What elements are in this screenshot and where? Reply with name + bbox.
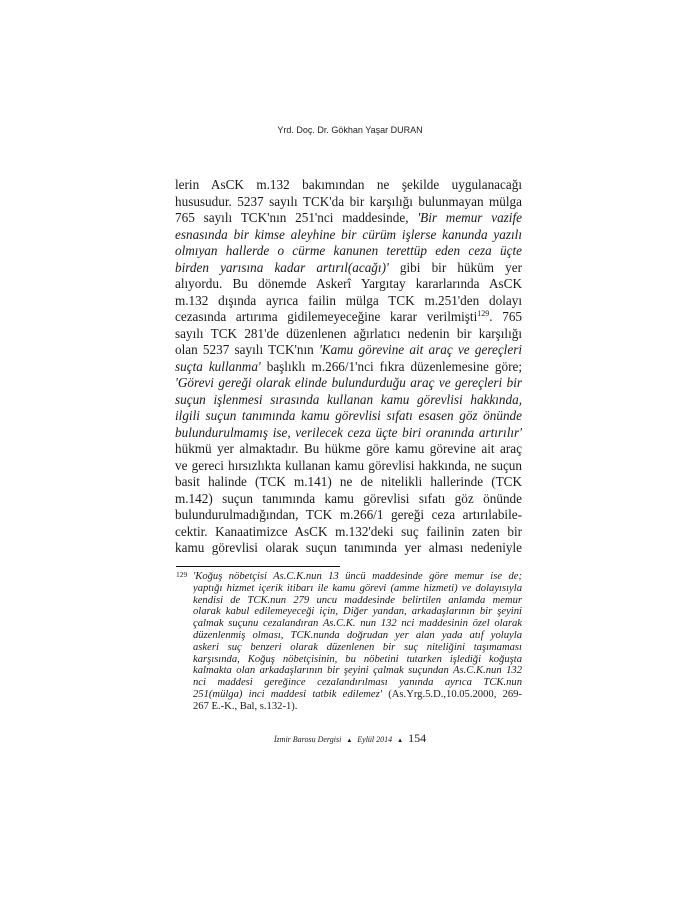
text-segment: esnasında bir kimse aleyhine bir cürüm işlerse kanunda yazılı <box>175 226 522 242</box>
text-line <box>175 540 522 557</box>
page-number: 154 <box>408 731 427 745</box>
text-segment: 765 sayılı TCK'nın 251'nci maddesinde, <box>175 210 418 225</box>
text-line <box>175 194 522 211</box>
triangle-separator-icon: ▲ <box>397 738 404 744</box>
text-segment: birden yarısına kadar artırıl(acağı)' <box>175 259 389 275</box>
text-segment: olmıyan hallerde o cürme kanunen terettüp eden ceza üçte <box>175 243 522 258</box>
text-segment: çalmak suçunu cezalandıran As.C.K. nun 132 nci maddesinin özel olarak <box>193 618 522 630</box>
text-line <box>193 677 522 689</box>
text-segment: 267 E.-K., Bal, s.132-1). <box>193 700 298 712</box>
text-segment: askeri suç benzeri olarak düzenlenen bir suç niteliğini taşımaması <box>193 641 522 653</box>
text-line <box>175 458 522 475</box>
text-segment: . 765 <box>489 309 522 324</box>
text-segment: düzenlenmiş olması, TCK.nunda doğrudan yer alan yada atıf yoluyla <box>193 629 522 641</box>
page-footer <box>0 731 700 746</box>
footnote-number: 129 <box>176 570 188 579</box>
text-segment: sayılı TCK 281'de düzenlenen ağırlatıcı nedenin bir karşılığı <box>175 325 522 341</box>
text-segment: yaptığı hizmet içerik itibarı ile kamu görevi (amme hizmeti) ve dolayısıyla <box>193 582 522 594</box>
text-line <box>175 491 522 508</box>
text-line <box>175 408 522 425</box>
running-header <box>0 125 700 135</box>
text-segment: başlıklı m.266/1'nci fıkra düzenlemesine göre; <box>260 358 522 374</box>
text-line <box>175 326 522 343</box>
text-segment: nci maddesi gereğince cezalandırılması yanında ayrıca TCK.nun <box>193 677 522 689</box>
body-text <box>175 177 522 557</box>
text-segment: kalmakta olan arkadaşlarının bir şeyini çalmak suçundan As.C.K.nun 132 <box>193 665 522 677</box>
text-segment: basit halinde (TCK m.141) ne de nitelikli hallerinde (TCK <box>175 474 522 489</box>
text-line <box>193 595 522 607</box>
text-segment: 'Görevi gereği olarak elinde bulundurduğu araç ve gereçleri bir <box>175 375 522 390</box>
text-segment: cezasında artırıma gidilemeyeceğine karar verilmişti <box>175 309 478 324</box>
text-segment: 251(mülga) inci maddesi tatbik edilemez' <box>193 688 383 700</box>
text-line <box>175 177 522 194</box>
text-segment: ve gereci hırsızlıkta kullanan kamu görevlisi hakkında, ne suçun <box>175 457 522 473</box>
text-segment: lerin AsCK m.132 bakımından ne şekilde uygulanacağı <box>175 177 522 192</box>
text-line <box>175 474 522 491</box>
text-line <box>175 375 522 392</box>
text-segment: 'Kamu görevine ait araç ve gereçleri <box>318 342 522 357</box>
author-name: Yrd. Doç. Dr. Gökhan Yaşar DURAN <box>277 125 423 135</box>
text-segment: olarak kabul edilemeyeceği için, Diğer yandan, arkadaşlarının bir şeyini <box>193 606 522 618</box>
text-line <box>193 583 522 595</box>
text-segment: 'Koğuş nöbetçisi As.C.K.nun 13 üncü maddesinde göre memur ise de; <box>193 571 522 582</box>
footnote-separator <box>176 566 340 567</box>
text-line <box>175 309 522 326</box>
text-segment: kamu görevlisi olarak suçun tanımında yer alması nedeniyle <box>175 540 522 555</box>
text-line <box>175 359 522 376</box>
text-segment: alıyordu. Bu dönemde Askerî Yargıtay kararlarında AsCK <box>175 276 522 291</box>
text-segment: suçun işlenmesi sırasında kullanan kamu görevlisi hakkında, <box>175 391 522 407</box>
text-segment: m.132 dışında ayrıca failin mülga TCK m.251'den dolayı <box>175 292 522 308</box>
text-line <box>175 210 522 227</box>
text-line <box>175 425 522 442</box>
triangle-separator-icon: ▲ <box>346 738 353 744</box>
text-line <box>193 654 522 666</box>
text-line <box>175 507 522 524</box>
text-segment: bulundurulmadığından, TCK m.266/1 gereği ceza artırılabile- <box>175 507 522 522</box>
text-line <box>193 665 522 677</box>
text-line <box>175 227 522 244</box>
text-line <box>193 606 522 618</box>
text-line <box>175 392 522 409</box>
text-line <box>175 293 522 310</box>
text-line <box>175 260 522 277</box>
text-line <box>193 689 522 701</box>
text-line <box>193 571 522 583</box>
text-segment: bulundurulmamış ise, verilecek ceza üçte biri oranında artırılır' <box>175 424 522 440</box>
issue-date: Eylül 2014 <box>357 735 393 744</box>
text-segment: olan 5237 sayılı TCK'nın <box>175 342 319 357</box>
text-segment: hususudur. 5237 sayılı TCK'da bir karşılığı bulunmayan mülga <box>175 193 522 209</box>
text-line <box>193 618 522 630</box>
text-segment: kendisi de TCK.nun 279 uncu maddesinde belirtilen anlamda memur <box>193 594 522 606</box>
text-segment: hükmü yer almaktadır. Bu hükme göre kamu görevine ait araç <box>175 441 522 456</box>
text-line <box>175 524 522 541</box>
text-segment: 'Bir memur vazife <box>417 210 522 225</box>
text-line <box>193 701 522 713</box>
footnote-reference: 129 <box>477 309 490 318</box>
text-segment: ilgili suçun tanımında kamu görevlisi sıfatı esasen göz önünde <box>175 408 522 423</box>
text-segment: (As.Yrg.5.D.,10.05.2000, 269- <box>382 688 522 700</box>
text-segment: suçta kullanma' <box>175 358 261 374</box>
text-line <box>175 441 522 458</box>
text-segment: m.142) suçun tanımında kamu görevlisi sıfatı göz önünde <box>175 490 522 506</box>
text-line <box>175 276 522 293</box>
text-line <box>175 243 522 260</box>
text-line <box>193 630 522 642</box>
text-segment: cektir. Kanaatimizce AsCK m.132'deki suç failinin zaten bir <box>175 523 522 539</box>
footnote-text <box>193 571 522 713</box>
text-line <box>175 342 522 359</box>
text-segment: karşısında, Koğuş nöbetçisinin, bu nöbetini tutarken işlediği koğuşta <box>193 653 522 665</box>
text-segment: gibi bir hüküm yer <box>388 259 522 275</box>
journal-name: İzmir Barosu Dergisi <box>273 735 342 744</box>
text-line <box>193 642 522 654</box>
